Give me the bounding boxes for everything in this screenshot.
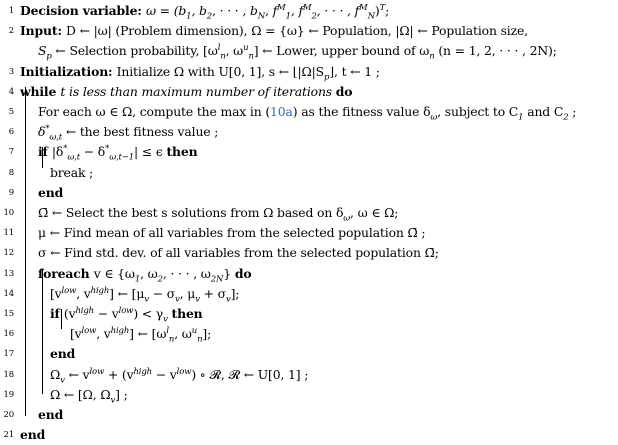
line-number: 4: [8, 86, 14, 97]
math-text: , b: [191, 3, 207, 18]
math-text: , subject to C: [437, 104, 519, 119]
line-number: 18: [3, 369, 14, 380]
math-text: low: [89, 366, 105, 377]
line-text: [20, 425, 45, 445]
math-text: , f: [265, 3, 278, 18]
line-number: 3: [8, 66, 14, 77]
keyword-text: foreach: [38, 265, 94, 281]
math-text: ⌋, t ← 1 ;: [329, 63, 380, 79]
math-text: ] ← Lower, upper bound of ω: [253, 43, 430, 59]
line-text: [50, 163, 93, 183]
math-text: − σ: [148, 285, 176, 301]
keyword-text: end: [38, 407, 64, 422]
line-number: 7: [8, 147, 14, 158]
math-text: n: [429, 51, 435, 62]
math-text: v: [163, 314, 168, 325]
math-text: δ: [38, 124, 46, 140]
math-text: + (v: [104, 366, 134, 382]
math-text: 1: [134, 274, 141, 285]
math-text: v: [195, 294, 200, 305]
math-text: Ω̄ ← Select the best s solutions from Ω based on δ: [38, 205, 344, 220]
math-text: v ∈ {ω: [93, 265, 135, 281]
math-text: u: [243, 43, 249, 54]
math-text: 1: [518, 112, 524, 123]
math-text: ];: [230, 285, 240, 301]
line-number: 8: [8, 167, 14, 178]
keyword-text: then: [166, 144, 198, 160]
line-text: [38, 405, 63, 425]
math-text: ω: [343, 213, 351, 224]
math-text: Initialize Ω with U[0, 1], s ← ⌊|Ω|S: [116, 63, 325, 79]
math-text: l: [166, 326, 169, 337]
keyword-text: do: [335, 83, 353, 99]
math-text: S: [38, 43, 47, 59]
math-text: , · · · , b: [212, 3, 258, 18]
line-text: [38, 122, 218, 142]
math-text: n: [197, 334, 203, 345]
math-text: high: [133, 366, 152, 377]
line-number: 20: [3, 410, 14, 420]
keyword-text: do: [234, 265, 252, 281]
line-number: 19: [3, 389, 14, 400]
math-text: v: [175, 294, 180, 305]
math-text: v: [144, 294, 149, 305]
math-text: , ω: [140, 265, 158, 281]
math-text: , ω ∈ Ω;: [350, 205, 399, 220]
math-text: M: [277, 2, 286, 13]
math-text: p: [324, 72, 330, 83]
math-text: ;: [385, 3, 390, 18]
math-text: ← the best fitness value ;: [62, 124, 219, 140]
keyword-text: Initialization:: [20, 63, 117, 79]
math-text: For each ω ∈ Ω, compute the max in (: [38, 104, 271, 119]
line-number: 9: [8, 187, 14, 198]
scope-bar: [25, 87, 26, 416]
keyword-text: end: [50, 346, 76, 362]
math-text: D ← |ω| (Problem dimension),: [66, 23, 252, 39]
line-number: 5: [8, 107, 14, 117]
math-text: high: [75, 305, 94, 316]
math-text: v: [110, 395, 116, 406]
line-text: [20, 62, 380, 82]
line-text: [38, 102, 576, 122]
math-text: [v: [50, 285, 62, 301]
line-text: [50, 385, 128, 405]
math-text: , ω: [174, 326, 192, 342]
math-text: *: [105, 144, 110, 155]
math-text: ) as the fitness value δ: [292, 104, 431, 119]
math-text: ) ∘ 𝓡, 𝓡 ← U[0, 1] ;: [191, 366, 309, 382]
line-number: 1: [8, 6, 14, 16]
math-text: ): [374, 3, 380, 18]
line-number: 2: [8, 26, 14, 37]
math-text: 2: [157, 274, 163, 285]
math-text: , v: [96, 326, 111, 342]
line-text: [20, 21, 528, 41]
math-text: Ω = {ω} ← Population, |Ω| ← Population size,: [251, 23, 528, 39]
math-text: N: [367, 11, 375, 22]
math-text: μ ← Find mean of all variables from the selected population Ω̄ ;: [38, 225, 426, 241]
math-text: l: [217, 43, 221, 54]
math-text: ] ← [ω: [129, 326, 167, 342]
math-text: Ω: [50, 366, 61, 382]
keyword-text: Input:: [20, 23, 67, 39]
line-text: [50, 344, 75, 364]
line-number: 21: [3, 430, 14, 441]
math-text: 2N: [210, 274, 224, 285]
line-text: [38, 203, 398, 223]
line-number: 14: [3, 288, 14, 299]
math-text: 2: [311, 11, 317, 22]
line-number: 6: [8, 127, 14, 138]
math-text: | ≤ ϵ: [134, 144, 167, 160]
line-number: 11: [3, 228, 14, 239]
line-number: 13: [3, 268, 14, 279]
math-text: (n = 1, 2, · · · , 2N);: [434, 43, 557, 59]
math-text: 2: [206, 11, 213, 22]
keyword-text: if: [50, 306, 64, 321]
line-text: [38, 41, 557, 61]
math-text: , μ: [179, 285, 196, 301]
math-text: v: [60, 375, 65, 386]
math-text: ) < γ: [133, 306, 164, 321]
math-text: ω = (b: [145, 3, 187, 18]
line-number: 16: [3, 329, 14, 340]
math-text: (v: [63, 306, 76, 321]
math-text: ω: [430, 112, 438, 123]
math-text: 2: [563, 112, 569, 123]
math-text: − v: [151, 366, 177, 382]
math-text: , · · · , ω: [162, 265, 211, 281]
math-text: ω,t−1: [109, 152, 135, 163]
math-text: − δ: [79, 144, 106, 160]
math-text: 1: [186, 11, 192, 22]
keyword-text: while: [20, 83, 61, 99]
keyword-text: Decision variable:: [20, 3, 146, 18]
scope-bar: [42, 269, 43, 394]
equation-reference-link[interactable]: 10a: [270, 104, 293, 119]
math-text: low: [176, 366, 192, 377]
math-text: high: [110, 326, 130, 337]
line-text: [20, 1, 389, 21]
math-text: M: [359, 2, 368, 13]
math-text: n: [168, 334, 175, 345]
line-number: 17: [3, 349, 14, 360]
math-text: ] ← [μ: [109, 285, 145, 301]
line-text: [38, 183, 63, 203]
math-text: low: [81, 326, 97, 337]
math-text: ← Selection probability, [ω: [51, 43, 218, 59]
scope-bar: [61, 309, 62, 329]
line-text: [50, 284, 239, 304]
math-text: ω,t: [49, 132, 63, 143]
math-text: n: [248, 51, 254, 62]
line-number: 15: [3, 309, 14, 319]
line-text: [50, 304, 203, 324]
math-text: ;: [568, 104, 577, 119]
math-text: p: [46, 51, 52, 62]
math-text: [v: [70, 326, 82, 342]
line-text: [70, 324, 211, 344]
keyword-text: if: [38, 144, 52, 160]
math-text: low: [118, 305, 134, 316]
line-number: 10: [3, 208, 14, 218]
math-text: }: [223, 265, 235, 281]
keyword-text: then: [171, 306, 203, 321]
math-text: n: [220, 51, 226, 62]
math-text: N: [257, 11, 266, 22]
keyword-text: end: [20, 427, 46, 443]
line-number: 12: [3, 248, 14, 259]
math-text: *: [45, 124, 50, 135]
math-text: σ ← Find std. dev. of all variables from the selected population Ω̄;: [38, 245, 439, 261]
math-text: t is less than maximum number of iterations: [60, 83, 336, 99]
math-text: T: [379, 2, 386, 13]
math-text: *: [63, 144, 68, 155]
math-text: M: [302, 2, 312, 13]
math-text: low: [61, 285, 77, 296]
math-text: , v: [76, 285, 91, 301]
math-text: − v: [93, 306, 119, 321]
keyword-text: end: [38, 184, 64, 200]
math-text: ];: [202, 326, 212, 342]
math-text: 1: [285, 11, 291, 22]
line-text: [20, 82, 352, 102]
math-text: Ω ← [Ω, Ω: [50, 386, 111, 402]
math-text: , · · · , f: [316, 3, 360, 18]
line-text: [38, 142, 198, 162]
line-text: [38, 264, 251, 284]
math-text: break ;: [50, 164, 94, 180]
line-text: [38, 243, 439, 263]
math-text: and C: [523, 104, 564, 119]
math-text: , f: [290, 3, 303, 18]
math-text: , ω: [225, 43, 244, 59]
scope-bar: [42, 147, 43, 167]
math-text: + σ: [199, 285, 226, 301]
math-text: ω,t: [67, 152, 80, 163]
line-text: [38, 223, 425, 243]
math-text: u: [191, 326, 198, 337]
math-text: ] ;: [115, 386, 128, 402]
math-text: high: [90, 285, 110, 296]
math-text: ← v: [64, 366, 90, 382]
math-text: |δ: [51, 144, 64, 160]
line-text: [50, 365, 308, 385]
math-text: v: [225, 294, 231, 305]
